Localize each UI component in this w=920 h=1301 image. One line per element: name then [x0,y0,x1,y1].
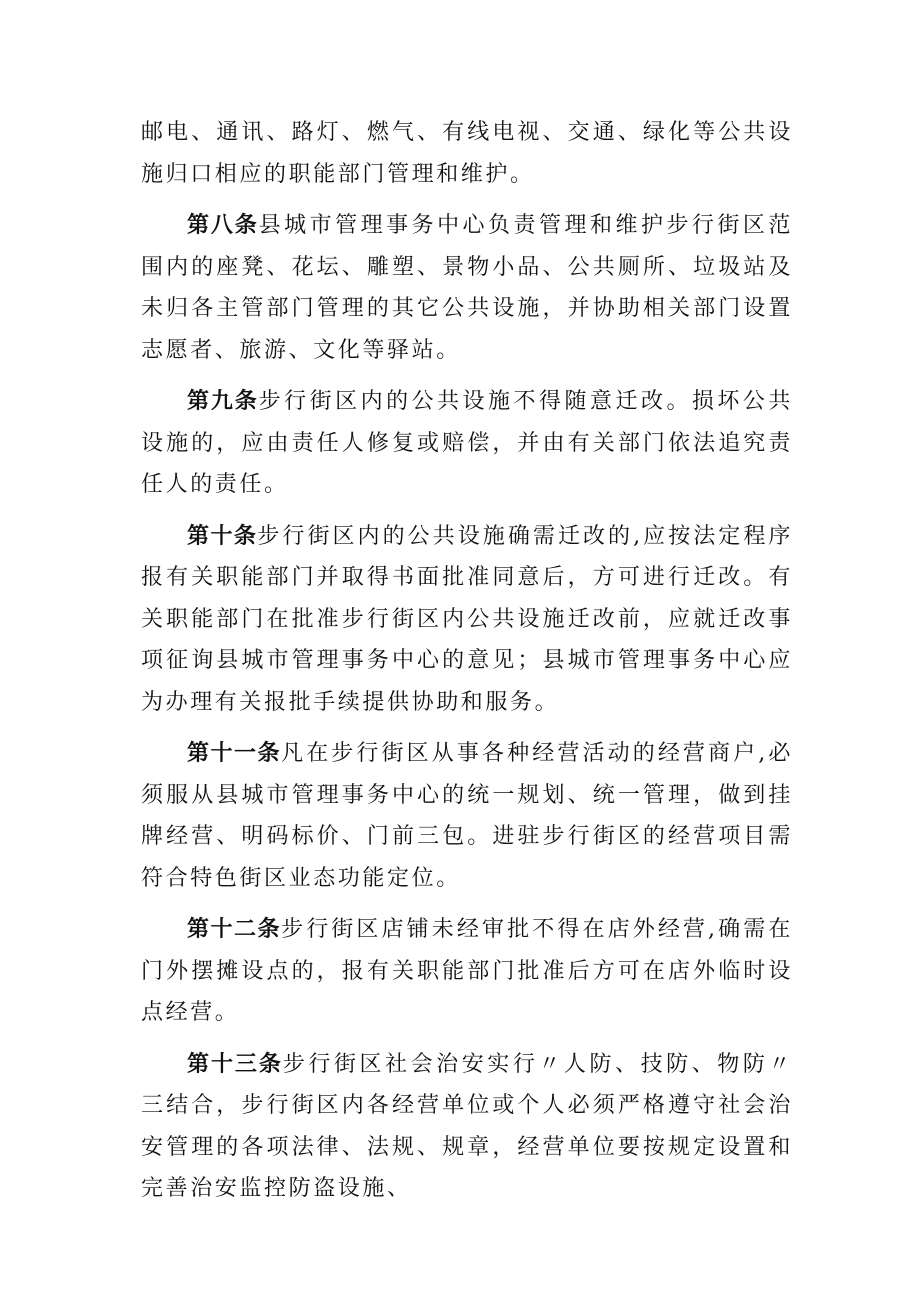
article-8 [141,205,793,371]
article-heading: 第十一条 [187,741,282,766]
article-heading: 第十条 [187,523,258,549]
document-body [141,112,793,1220]
article-11 [141,733,793,899]
article-heading: 第十二条 [187,917,282,942]
article-12 [141,909,793,1034]
article-text: 凡在步行街区从事各种经营活动的经营商户,必须服从县城市管理事务中心的统一规划、统一管理，做到挂牌经营、明码标价、门前三包。进驻步行街区的经营项目需符合特色街区业态功能定位。 [141,741,793,891]
paragraph-continuation [141,112,793,195]
article-text: 步行街区店铺未经审批不得在店外经营,确需在门外摆摊设点的，报有关职能部门批准后方可在店外临时设点经营。 [141,917,793,1025]
paragraph-text: 邮电、通讯、路灯、燃气、有线电视、交通、绿化等公共设施归口相应的职能部门管理和维护。 [141,120,793,187]
article-heading: 第九条 [187,389,259,414]
article-10 [141,516,793,724]
article-text: 县城市管理事务中心负责管理和维护步行街区范围内的座凳、花坛、雕塑、景物小品、公共厕所、垃圾站及未归各主管部门管理的其它公共设施，并协助相关部门设置志愿者、旅游、文化等驿站。 [141,213,793,363]
article-heading: 第十三条 [187,1051,283,1077]
article-text: 步行街区社会治安实行〃人防、技防、物防〃三结合，步行街区内各经营单位或个人必须严格遵守社会治安管理的各项法律、法规、规章，经营单位要按规定设置和完善治安监控防盗设施、 [141,1051,793,1201]
article-text: 步行街区内的公共设施确需迁改的,应按法定程序报有关职能部门并取得书面批准同意后，方可进行迁改。有关职能部门在批准步行街区内公共设施迁改前，应就迁改事项征询县城市管理事务中心的意见；县城市管理事务中心应为办理有关报批手续提供协助和服务。 [141,523,793,715]
article-heading: 第八条 [187,213,259,238]
article-13 [141,1044,793,1210]
article-text: 步行街区内的公共设施不得随意迁改。损坏公共设施的，应由责任人修复或赔偿，并由有关部门依法追究责任人的责任。 [141,389,793,497]
article-9 [141,381,793,506]
